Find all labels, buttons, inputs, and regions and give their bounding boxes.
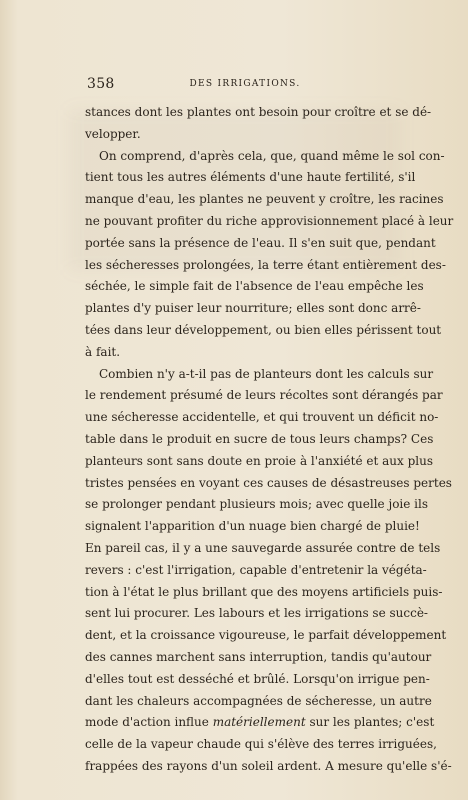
- text-line: une sécheresse accidentelle, et qui trouvent un déficit no-: [85, 410, 439, 425]
- text-line: le rendement présumé de leurs récoltes sont dérangés par: [85, 388, 443, 403]
- paragraph-2: [85, 146, 454, 364]
- paragraph-3: [85, 364, 452, 778]
- running-head: DES IRRIGATIONS.: [189, 79, 301, 89]
- text-line: les sécheresses prolongées, la terre étant entièrement des-: [85, 257, 446, 272]
- emphasized-word: matériellement: [212, 715, 306, 730]
- text-line: stances dont les plantes ont besoin pour croître et se dé-: [85, 105, 432, 119]
- text-line: revers : c'est l'irrigation, capable d'entretenir la végéta-: [85, 562, 427, 577]
- text-line: sent lui procurer. Les labours et les irrigations se succè-: [85, 606, 428, 621]
- text-line: tion à l'état le plus brillant que des moyens artificiels puis-: [85, 584, 443, 599]
- text-line: séchée, le simple fait de l'absence de l'eau empêche les: [85, 279, 424, 294]
- text-line: celle de la vapeur chaude qui s'élève des terres irriguées,: [85, 737, 437, 752]
- text-line: tées dans leur développement, ou bien elles périssent tout: [85, 322, 442, 337]
- text-line: se prolonger pendant plusieurs mois; avec quelle joie ils: [85, 497, 429, 512]
- text-line: dant les chaleurs accompagnées de sécheresse, un autre: [85, 693, 432, 708]
- text-line: dent, et la croissance vigoureuse, le parfait développement: [85, 628, 447, 643]
- text-line: tient tous les autres éléments d'une haute fertilité, s'il: [85, 170, 416, 185]
- text-line: ne pouvant profiter du riche approvisionnement placé à leur: [85, 213, 454, 228]
- text-line: table dans le produit en sucre de tous leurs champs? Ces: [85, 431, 434, 446]
- text-line: En pareil cas, il y a une sauvegarde assurée contre de tels: [85, 540, 441, 555]
- text-line: à fait.: [85, 344, 121, 359]
- text-line: planteurs sont sans doute en proie à l'anxiété et aux plus: [85, 453, 433, 468]
- text-line: des cannes marchent sans interruption, tandis qu'autour: [85, 649, 432, 664]
- text-line: manque d'eau, les plantes ne peuvent y croître, les racines: [85, 192, 444, 207]
- page-header: [87, 76, 403, 94]
- text-line: mode d'action influe matériellement sur les plantes; c'est: [85, 715, 435, 730]
- text-line: On comprend, d'après cela, que, quand même le sol con-: [99, 148, 445, 163]
- page-body: [85, 102, 454, 778]
- text-line: frappées des rayons d'un soleil ardent. A mesure qu'elle s'é-: [85, 758, 452, 773]
- page-number: 358: [87, 76, 115, 92]
- text-line: velopper.: [85, 126, 141, 141]
- text-line: plantes d'y puiser leur nourriture; elles sont donc arrê-: [85, 301, 421, 316]
- text-line: Combien n'y a-t-il pas de planteurs dont les calculs sur: [99, 366, 434, 381]
- text-line: tristes pensées en voyant ces causes de désastreuses pertes: [85, 475, 452, 490]
- text-line: d'elles tout est desséché et brûlé. Lorsqu'on irrigue pen-: [85, 671, 430, 686]
- text-line: portée sans la présence de l'eau. Il s'en suit que, pendant: [85, 235, 436, 250]
- text-line: signalent l'apparition d'un nuage bien chargé de pluie!: [85, 519, 420, 534]
- paragraph-1: [85, 102, 432, 146]
